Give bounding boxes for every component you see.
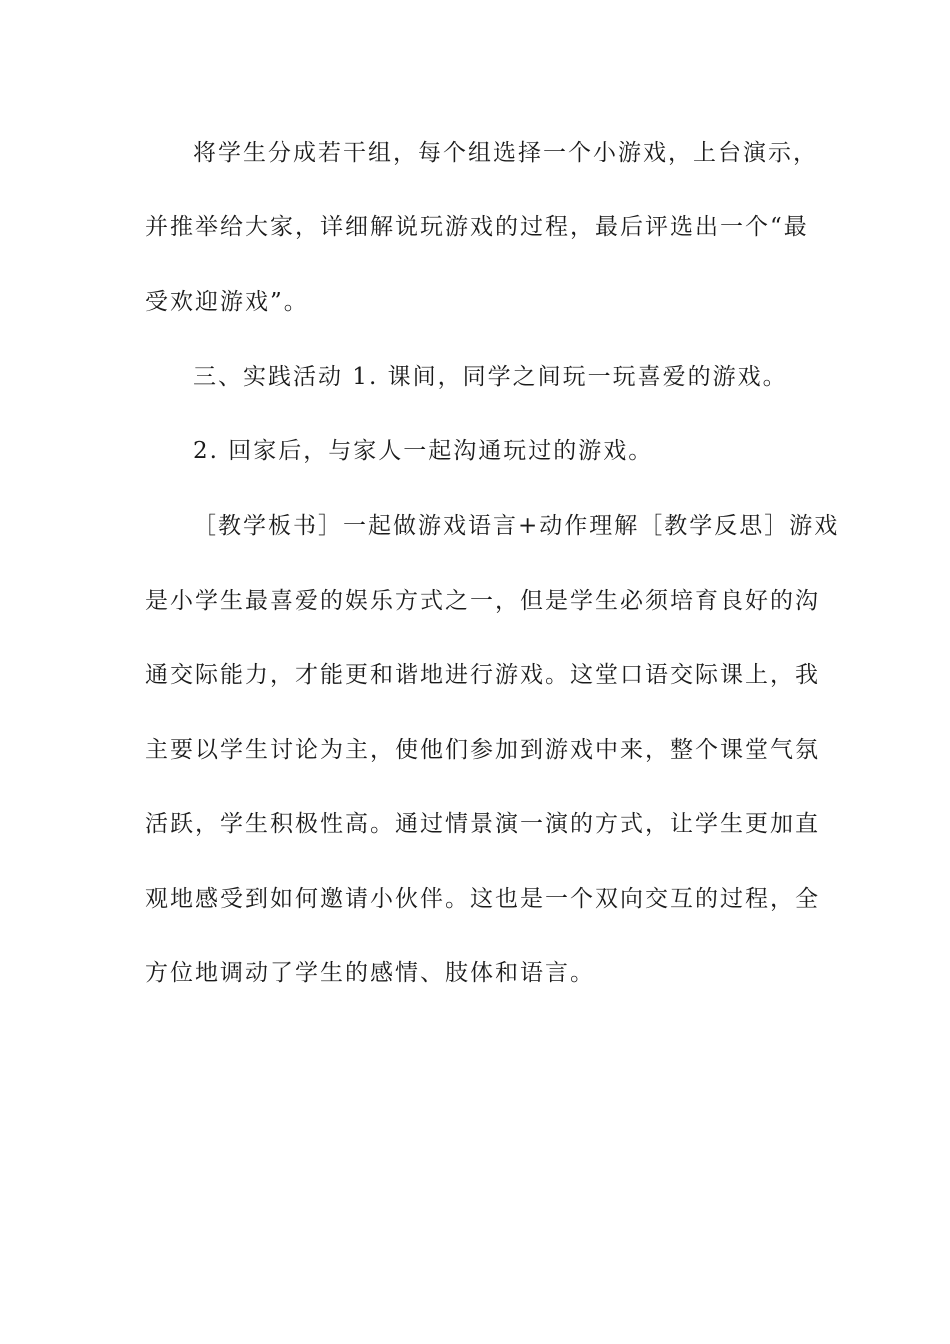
practice-activity-item-2: 2. 回家后，与家人一起沟通玩过的游戏。 (193, 438, 654, 464)
paragraph-1-line-3: 受欢迎游戏”。 (145, 289, 309, 315)
reflection-line-5: 活跃，学生积极性高。通过情景演一演的方式，让学生更加直 (145, 811, 820, 837)
paragraph-1-line-1: 将学生分成若干组，每个组选择一个小游戏，上台演示， (193, 140, 818, 166)
reflection-line-7: 方位地调动了学生的感情、肢体和语言。 (145, 960, 595, 986)
reflection-line-2: 是小学生最喜爱的娱乐方式之一，但是学生必须培育良好的沟 (145, 588, 820, 614)
paragraph-1-line-2: 并推举给大家，详细解说玩游戏的过程，最后评选出一个“最 (145, 214, 809, 240)
practice-activity-line: 三、实践活动 1. 课间，同学之间玩一玩喜爱的游戏。 (193, 364, 788, 390)
reflection-line-4: 主要以学生讨论为主，使他们参加到游戏中来，整个课堂气氛 (145, 737, 820, 763)
reflection-line-6: 观地感受到如何邀请小伙伴。这也是一个双向交互的过程，全 (145, 886, 820, 912)
reflection-line-3: 通交际能力，才能更和谐地进行游戏。这堂口语交际课上，我 (145, 662, 820, 688)
reflection-line-1: ［教学板书］一起做游戏语言+动作理解［教学反思］游戏 (193, 513, 840, 539)
